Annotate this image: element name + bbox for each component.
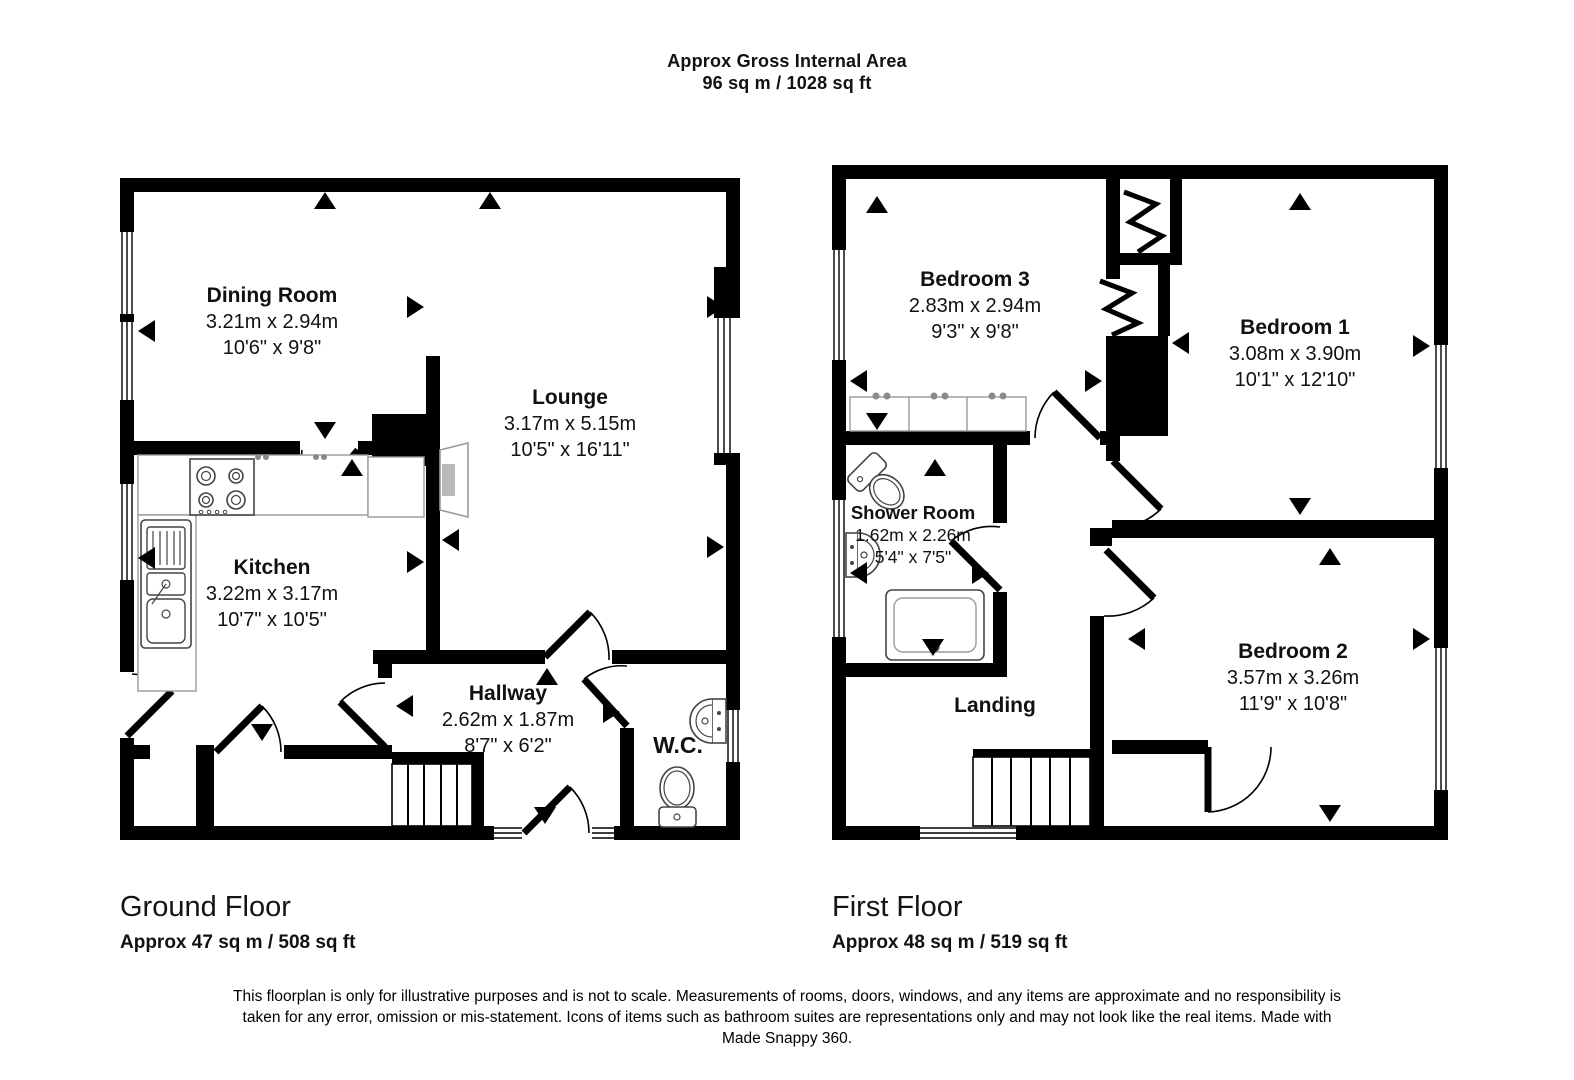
disclaimer-text: This floorplan is only for illustrative purposes and is not to scale. Measurements of rooms, doors, windows, and any items are approximate and no responsibility is taken for any error, omission or mis-statement. Icons of items such as bathroom suites are representations only and may not look like the real items. Made with Made Snappy 360. xyxy=(233,988,1341,1047)
room-label-hallway: Hallway 2.62m x 1.87m 8'7" x 6'2" xyxy=(441,682,575,757)
door-bedroom1 xyxy=(1113,461,1161,528)
room-label-bedroom3: Bedroom 3 2.83m x 2.94m 9'3" x 9'8" xyxy=(908,268,1042,343)
chimney-breast-first-floor xyxy=(1106,336,1168,436)
ground-floor-footer xyxy=(120,890,355,954)
fireplace-icon xyxy=(440,443,468,517)
bifold-door-icon xyxy=(1124,192,1162,252)
room-label-bedroom2: Bedroom 2 3.57m x 3.26m 11'9" x 10'8" xyxy=(1226,640,1360,715)
door-kitchen-hallway xyxy=(340,683,385,747)
gross-area-line1: Approx Gross Internal Area xyxy=(667,51,907,71)
staircase-first xyxy=(973,757,1090,826)
bifold-door-icon xyxy=(1100,281,1138,335)
hob-icon xyxy=(190,459,254,515)
door-bedroom2 xyxy=(1104,550,1154,616)
ground-floor-plan xyxy=(120,178,740,840)
room-label-bedroom1: Bedroom 1 3.08m x 3.90m 10'1" x 12'10" xyxy=(1228,316,1362,391)
first-floor-area: Approx 48 sq m / 519 sq ft xyxy=(832,932,1068,953)
room-label-shower: Shower Room 1.62m x 2.26m 5'4" x 7'5" xyxy=(850,502,976,567)
wc-fixtures xyxy=(659,699,726,827)
gross-area-line2: 96 sq m / 1028 sq ft xyxy=(702,73,872,93)
door-rear-lobby xyxy=(216,706,281,752)
kitchen-sink-icon xyxy=(141,520,191,648)
first-floor-footer xyxy=(832,890,1067,954)
door-stair-head xyxy=(1208,747,1271,812)
room-label-dining: Dining Room 3.21m x 2.94m 10'6" x 9'8" xyxy=(205,284,339,359)
door-lounge-hallway xyxy=(545,612,609,660)
room-label-wc: W.C. xyxy=(653,732,703,758)
kitchen-counter-right xyxy=(368,457,424,517)
staircase-ground xyxy=(392,764,472,826)
front-door xyxy=(524,787,589,833)
door-bedroom3 xyxy=(1035,392,1100,438)
ground-floor-name: Ground Floor xyxy=(120,891,291,923)
page-title xyxy=(0,50,1574,94)
wc-toilet-icon xyxy=(659,767,696,827)
room-label-kitchen: Kitchen 3.22m x 3.17m 10'7" x 10'5" xyxy=(205,556,339,631)
first-floor-name: First Floor xyxy=(832,891,963,923)
ground-floor-area: Approx 47 sq m / 508 sq ft xyxy=(120,932,356,953)
room-label-landing: Landing xyxy=(954,694,1036,717)
room-label-lounge: Lounge 3.17m x 5.15m 10'5" x 16'11" xyxy=(503,386,637,461)
